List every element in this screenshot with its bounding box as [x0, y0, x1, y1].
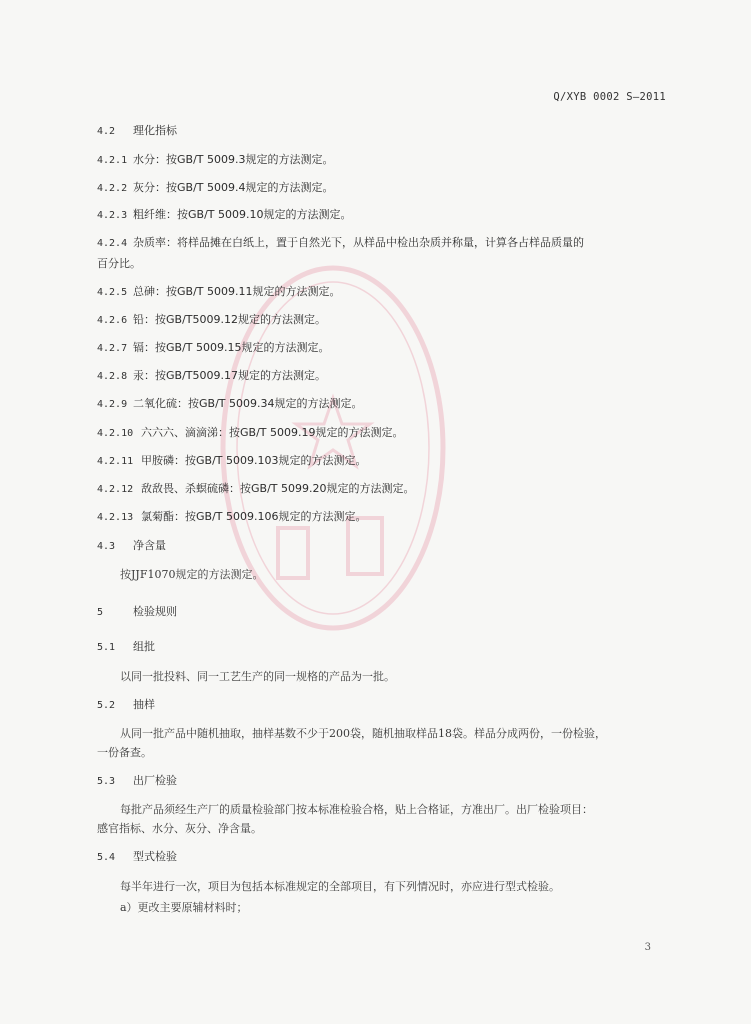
- document-code: Q/XYB 0002 S—2011: [553, 91, 666, 103]
- section-5-3: 5.3 出厂检验: [97, 774, 177, 787]
- section-4-2: 4.2 理化指标: [97, 124, 177, 137]
- section-4-3: 4.3 净含量: [97, 539, 166, 552]
- item-4-2-3: 4.2.3 粗纤维：按GB/T 5009.10规定的方法测定。: [97, 208, 352, 221]
- item-4-2-4-cont: 百分比。: [97, 257, 141, 270]
- section-5-4: 5.4 型式检验: [97, 850, 177, 863]
- section-5-1-body: 以同一批投料、同一工艺生产的同一规格的产品为一批。: [120, 670, 395, 683]
- section-5-4-body: 每半年进行一次，项目为包括本标准规定的全部项目，有下列情况时，亦应进行型式检验。: [120, 880, 560, 893]
- section-5-2-body-cont: 一份备查。: [97, 746, 152, 759]
- item-4-2-10: 4.2.10 六六六、滴滴涕：按GB/T 5009.19规定的方法测定。: [97, 426, 404, 439]
- section-5-3-body-cont: 感官指标、水分、灰分、净含量。: [97, 822, 262, 835]
- item-4-2-5: 4.2.5 总砷：按GB/T 5009.11规定的方法测定。: [97, 285, 341, 298]
- section-5-3-body: 每批产品须经生产厂的质量检验部门按本标准检验合格，贴上合格证，方准出厂。出厂检验项目：: [120, 803, 593, 816]
- section-5-4-item-a: a）更改主要原辅材料时；: [120, 901, 248, 914]
- item-4-2-8: 4.2.8 汞：按GB/T5009.17规定的方法测定。: [97, 369, 326, 382]
- item-4-2-11: 4.2.11 甲胺磷：按GB/T 5009.103规定的方法测定。: [97, 454, 367, 467]
- section-5-1: 5.1 组批: [97, 640, 155, 653]
- item-4-2-13: 4.2.13 氯菊酯：按GB/T 5009.106规定的方法测定。: [97, 510, 367, 523]
- item-4-2-7: 4.2.7 镉：按GB/T 5009.15规定的方法测定。: [97, 341, 330, 354]
- item-4-2-12: 4.2.12 敌敌畏、杀螟硫磷：按GB/T 5099.20规定的方法测定。: [97, 482, 415, 495]
- page-number: 3: [644, 942, 651, 953]
- section-5-2-body: 从同一批产品中随机抽取，抽样基数不少于200袋，随机抽取样品18袋。样品分成两份，一份检验，: [120, 727, 606, 740]
- section-5: 5 检验规则: [97, 605, 177, 618]
- section-5-2: 5.2 抽样: [97, 698, 155, 711]
- item-4-2-4: 4.2.4 杂质率：将样品摊在白纸上，置于自然光下，从样品中检出杂质并称量，计算各占样品质量的: [97, 236, 584, 249]
- section-4-3-body: 按JJF1070规定的方法测定。: [120, 568, 264, 581]
- item-4-2-9: 4.2.9 二氧化硫：按GB/T 5009.34规定的方法测定。: [97, 397, 363, 410]
- item-4-2-6: 4.2.6 铅：按GB/T5009.12规定的方法测定。: [97, 313, 326, 326]
- item-4-2-1: 4.2.1 水分：按GB/T 5009.3规定的方法测定。: [97, 153, 334, 166]
- item-4-2-2: 4.2.2 灰分：按GB/T 5009.4规定的方法测定。: [97, 181, 334, 194]
